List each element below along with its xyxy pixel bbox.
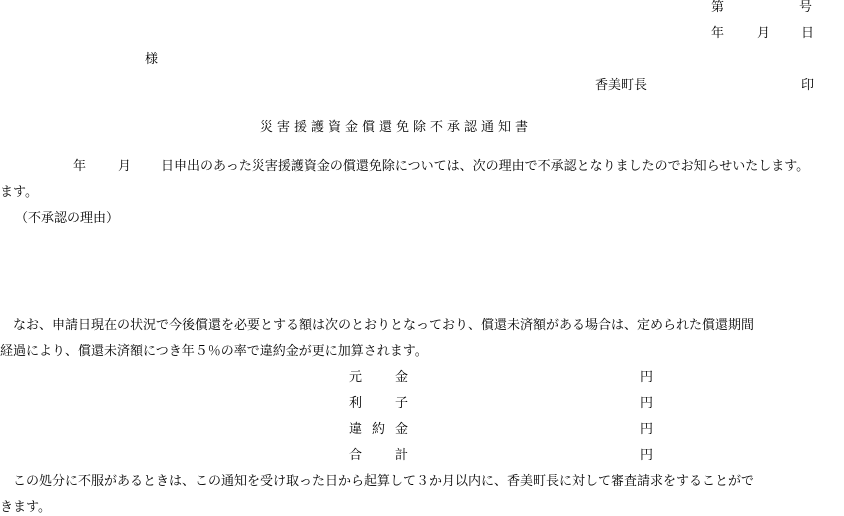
- amount-unit-principal: 円: [640, 370, 654, 385]
- addressee-sama: 様: [145, 52, 159, 67]
- amount-label-penalty: 違約金: [349, 422, 419, 437]
- application-month: 月: [118, 159, 132, 174]
- amount-unit-interest: 円: [640, 396, 654, 411]
- paragraph-amount-line1: なお、申請日現在の状況で今後償還を必要とする額は次のとおりとなっており、償還未済額がある場合は、定められた償還期間: [13, 318, 755, 333]
- date-month: 月: [757, 26, 771, 41]
- paragraph-amount-line2: 経過により、償還未済額につき年５％の率で違約金が更に加算されます。: [0, 344, 428, 359]
- application-year: 年: [73, 159, 87, 174]
- appeal-line1: この処分に不服があるときは、この通知を受け取った日から起算して３か月以内に、香美町長に対して審査請求をすることがで: [13, 474, 755, 489]
- amount-label-principal: 元 金: [349, 370, 419, 385]
- date-day: 日: [801, 26, 815, 41]
- amount-label-interest: 利 子: [349, 396, 419, 411]
- document-title: 災害援護資金償還免除不承認通知書: [260, 120, 533, 135]
- amount-unit-penalty: 円: [640, 422, 654, 437]
- number-go: 号: [799, 0, 813, 15]
- paragraph-notice-line1: 日申出のあった災害援護資金の償還免除については、次の理由で不承認となりましたのでお知らせいたします。: [161, 159, 810, 174]
- paragraph-notice-line2: ます。: [0, 185, 38, 200]
- amount-label-total: 合 計: [349, 448, 419, 463]
- appeal-line2: きます。: [0, 500, 51, 515]
- issuer-name: 香美町長: [595, 78, 648, 93]
- date-year: 年: [711, 26, 725, 41]
- seal-mark: 印: [801, 78, 815, 93]
- number-dai: 第: [711, 0, 725, 15]
- reason-heading: （不承認の理由）: [15, 211, 120, 226]
- amount-unit-total: 円: [640, 448, 654, 463]
